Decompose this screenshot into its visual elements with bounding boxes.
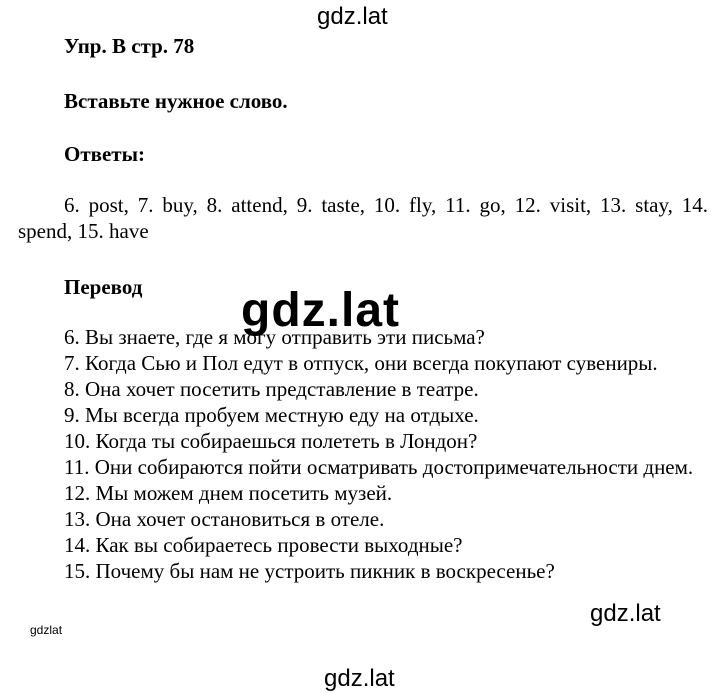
watermark-right: gdz.lat xyxy=(590,600,661,627)
watermark-bottom: gdz.lat xyxy=(324,665,395,692)
answers-text: 6. post, 7. buy, 8. attend, 9. taste, 10. fly, 11. go, 12. visit, 13. stay, 14. spend, 15. have xyxy=(18,193,708,243)
translation-line-13: 13. Она хочет остановиться в отеле. xyxy=(64,507,385,531)
watermark-top: gdz.lat xyxy=(317,3,388,30)
answers-heading: Ответы: xyxy=(64,142,146,166)
translation-line-6: 6. Вы знаете, где я могу отправить эти письма? xyxy=(64,325,485,349)
task-instruction: Вставьте нужное слово. xyxy=(64,89,288,113)
watermark-small: gdzlat xyxy=(30,623,63,637)
exercise-title: Упр. B стр. 78 xyxy=(64,34,195,58)
translation-line-14: 14. Как вы собираетесь провести выходные? xyxy=(64,533,463,557)
translation-line-15: 15. Почему бы нам не устроить пикник в воскресенье? xyxy=(64,559,555,583)
translation-heading: Перевод xyxy=(64,275,143,299)
translation-line-7: 7. Когда Сью и Пол едут в отпуск, они всегда покупают сувениры. xyxy=(64,351,658,375)
translation-line-9: 9. Мы всегда пробуем местную еду на отдыхе. xyxy=(64,403,479,427)
watermark-middle: gdz.lat xyxy=(241,284,400,337)
translation-line-11: 11. Они собираются пойти осматривать достопримечательности днем. xyxy=(64,455,694,479)
translation-line-10: 10. Когда ты собираешься полететь в Лондон? xyxy=(64,429,478,453)
translation-line-8: 8. Она хочет посетить представление в театре. xyxy=(64,377,479,401)
translation-list xyxy=(18,324,708,584)
translation-line-12: 12. Мы можем днем посетить музей. xyxy=(64,481,393,505)
